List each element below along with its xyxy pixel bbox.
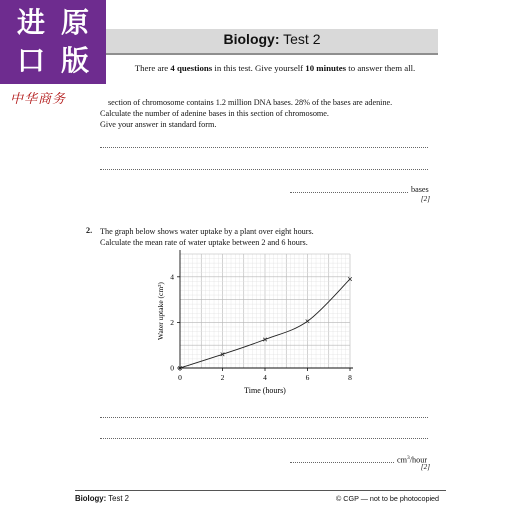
answer-line-1a[interactable] [100, 146, 428, 148]
x-tick-label: 2 [220, 373, 225, 382]
copyright-notice: © CGP — not to be photocopied [336, 494, 440, 503]
unit-per-hour: /hour [409, 455, 428, 465]
water-uptake-chart [150, 248, 370, 403]
y-tick-label: 4 [170, 272, 174, 282]
answer-unit-1: bases [411, 185, 429, 194]
footer-subject: Biology: [75, 494, 107, 503]
question-2-number: 2. [86, 226, 93, 235]
question-1-line-3: Give your answer in standard form. [100, 120, 217, 129]
footer-divider [75, 490, 446, 491]
intro-text-3: to answer them all. [346, 63, 416, 73]
answer-line-2b[interactable] [100, 437, 428, 439]
instructions [100, 63, 450, 73]
y-axis-label: Water uptake (cm³) [156, 282, 165, 340]
answer-line-1b[interactable] [100, 168, 428, 170]
publisher-logo [0, 0, 106, 84]
question-2-line-1: The graph below shows water uptake by a plant over eight hours. [100, 227, 314, 236]
question-2-line-2: Calculate the mean rate of water uptake between 2 and 6 hours. [100, 238, 308, 247]
question-1-line-1: section of chromosome contains 1.2 million DNA bases. 28% of the bases are adenine. [108, 98, 393, 107]
answer-field-2[interactable] [290, 461, 394, 463]
logo-char-1: 进 [16, 6, 45, 39]
unit-cm: cm [397, 455, 408, 465]
marks-2: [2] [420, 463, 430, 471]
intro-minutes: 10 minutes [305, 63, 347, 73]
intro-question-count: 4 questions [170, 63, 213, 73]
answer-field-1[interactable] [290, 191, 408, 193]
footer-test: Test 2 [106, 494, 130, 503]
title-test: Test 2 [279, 31, 321, 47]
y-tick-label: 0 [170, 363, 174, 373]
intro-text-1: There are [134, 63, 171, 73]
page-title [106, 31, 438, 47]
footer-title [75, 494, 129, 503]
logo-subtitle: 中华商务 [10, 92, 67, 107]
test-header [106, 29, 438, 55]
intro-text-2: in this test. Give yourself [212, 63, 306, 73]
x-tick-label: 4 [263, 373, 267, 382]
question-1-line-2: Calculate the number of adenine bases in this section of chromosome. [100, 109, 329, 118]
x-tick-label: 0 [178, 373, 182, 382]
marks-1: [2] [420, 195, 430, 203]
x-axis-label: Time (hours) [244, 386, 286, 395]
x-tick-label: 6 [305, 373, 310, 382]
answer-line-2a[interactable] [100, 416, 428, 418]
logo-char-2: 原 [60, 6, 89, 39]
logo-char-4: 版 [60, 44, 89, 77]
x-tick-label: 8 [348, 373, 352, 382]
logo-char-3: 口 [16, 44, 45, 77]
y-tick-label: 2 [170, 317, 174, 327]
unit-power: 3 [407, 455, 410, 461]
title-subject: Biology: [223, 31, 280, 47]
